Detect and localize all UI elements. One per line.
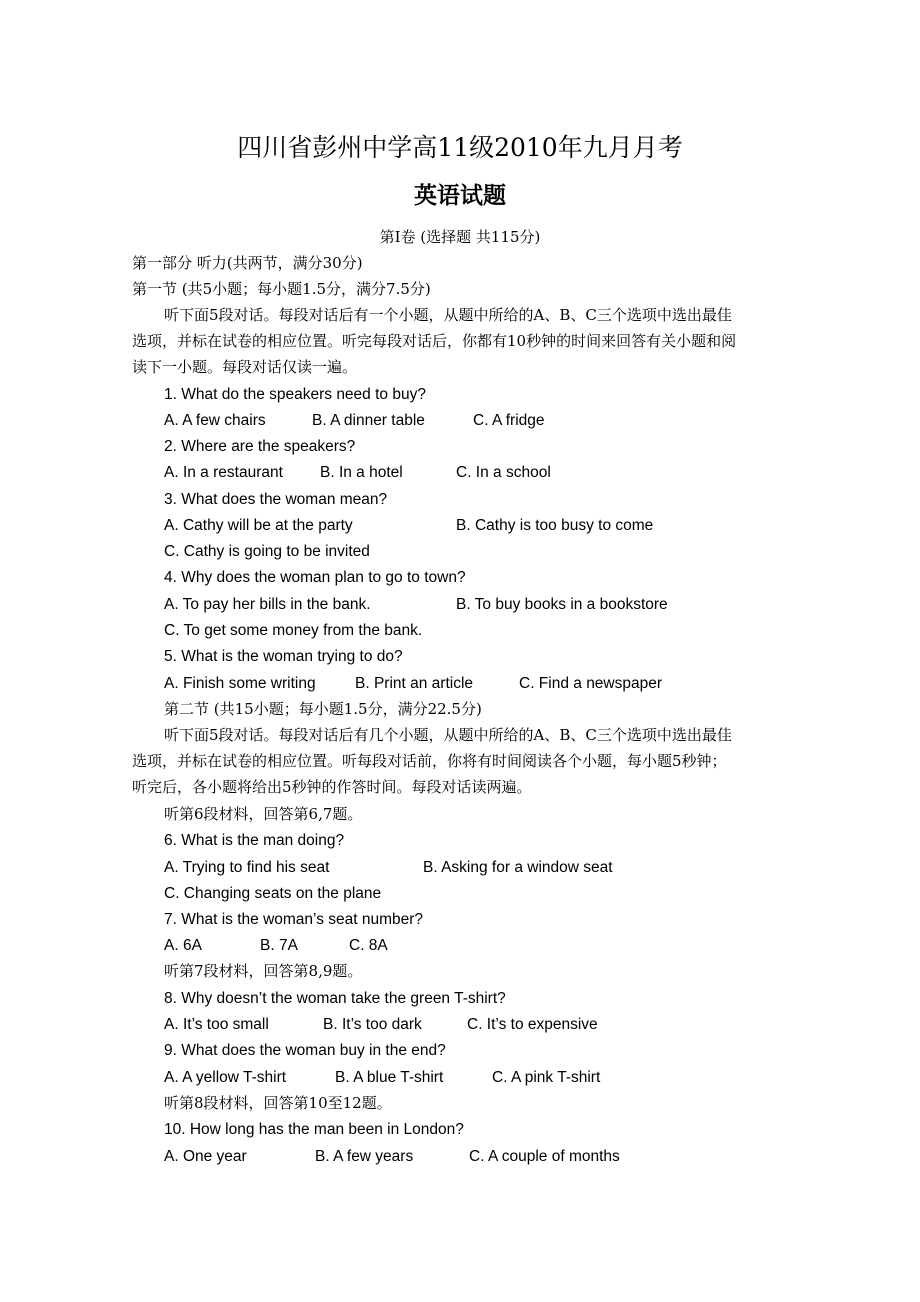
- question-8-option-c: C. It’s to expensive: [467, 1016, 598, 1033]
- question-5-option-a: A. Finish some writing: [164, 675, 316, 692]
- question-6-stem: 6. What is the man doing?: [164, 832, 345, 849]
- question-2-option-c: C. In a school: [456, 464, 551, 481]
- question-2-option-a: A. In a restaurant: [164, 464, 283, 481]
- question-6-option-b: B. Asking for a window seat: [423, 859, 613, 876]
- passage-8-note: 听第8段材料，回答第10至12题。: [164, 1094, 392, 1112]
- question-7-option-c: C. 8A: [349, 937, 388, 954]
- section2-instructions-line2: 选项，并标在试卷的相应位置。听每段对话前，你将有时间阅读各个小题，每小题5秒钟；: [132, 752, 727, 770]
- question-9-option-c: C. A pink T-shirt: [492, 1069, 601, 1086]
- question-4-stem: 4. Why does the woman plan to go to town?: [164, 569, 466, 586]
- exam-subtitle: 英语试题: [414, 182, 506, 209]
- question-8-option-a: A. It’s too small: [164, 1016, 269, 1033]
- question-3-stem: 3. What does the woman mean?: [164, 491, 388, 508]
- question-7-stem: 7. What is the woman’s seat number?: [164, 911, 424, 928]
- question-6-option-a: A. Trying to find his seat: [164, 859, 330, 876]
- question-2-stem: 2. Where are the speakers?: [164, 438, 356, 455]
- question-10-option-a: A. One year: [164, 1148, 247, 1165]
- exam-title: 四川省彭州中学高11级2010年九月月考: [237, 133, 683, 162]
- question-3-option-b: B. Cathy is too busy to come: [456, 517, 654, 534]
- question-3-option-c: C. Cathy is going to be invited: [164, 543, 370, 560]
- section1-instructions-line3: 读下一小题。每段对话仅读一遍。: [132, 358, 358, 376]
- question-4-option-c: C. To get some money from the bank.: [164, 622, 423, 639]
- section1-instructions-line2: 选项，并标在试卷的相应位置。听完每段对话后，你都有10秒钟的时间来回答有关小题和阅: [132, 332, 737, 350]
- question-1-stem: 1. What do the speakers need to buy?: [164, 386, 426, 403]
- question-6-option-c: C. Changing seats on the plane: [164, 885, 382, 902]
- question-2-option-b: B. In a hotel: [320, 464, 403, 481]
- passage-7-note: 听第7段材料，回答第8,9题。: [164, 962, 363, 980]
- question-1-option-b: B. A dinner table: [312, 412, 425, 429]
- section1-heading: 第一节 (共5小题；每小题1.5分，满分7.5分): [132, 280, 431, 298]
- question-8-option-b: B. It’s too dark: [323, 1016, 422, 1033]
- question-7-option-a: A. 6A: [164, 937, 202, 954]
- section2-instructions-line3: 听完后，各小题将给出5秒钟的作答时间。每段对话读两遍。: [132, 778, 532, 796]
- passage-6-note: 听第6段材料，回答第6,7题。: [164, 805, 363, 823]
- question-1-option-c: C. A fridge: [473, 412, 545, 429]
- question-1-option-a: A. A few chairs: [164, 412, 266, 429]
- section2-heading: 第二节 (共15小题；每小题1.5分，满分22.5分): [164, 700, 482, 718]
- part1-heading: 第一部分 听力(共两节，满分30分): [132, 254, 363, 272]
- question-4-option-b: B. To buy books in a bookstore: [456, 596, 668, 613]
- question-5-option-c: C. Find a newspaper: [519, 675, 663, 692]
- section2-instructions-line1: 听下面5段对话。每段对话后有几个小题，从题中所给的A、B、C三个选项中选出最佳: [164, 726, 732, 744]
- question-5-option-b: B. Print an article: [355, 675, 474, 692]
- question-10-option-b: B. A few years: [315, 1148, 414, 1165]
- question-9-stem: 9. What does the woman buy in the end?: [164, 1042, 446, 1059]
- volume-heading: 第Ⅰ卷 (选择题 共115分): [379, 228, 541, 246]
- question-3-option-a: A. Cathy will be at the party: [164, 517, 353, 534]
- question-5-stem: 5. What is the woman trying to do?: [164, 648, 403, 665]
- question-10-option-c: C. A couple of months: [469, 1148, 620, 1165]
- question-9-option-b: B. A blue T-shirt: [335, 1069, 444, 1086]
- section1-instructions-line1: 听下面5段对话。每段对话后有一个小题，从题中所给的A、B、C三个选项中选出最佳: [164, 306, 732, 324]
- question-8-stem: 8. Why doesn’t the woman take the green T-shirt?: [164, 990, 506, 1007]
- question-10-stem: 10. How long has the man been in London?: [164, 1121, 464, 1138]
- question-7-option-b: B. 7A: [260, 937, 298, 954]
- question-4-option-a: A. To pay her bills in the bank.: [164, 596, 371, 613]
- question-9-option-a: A. A yellow T-shirt: [164, 1069, 287, 1086]
